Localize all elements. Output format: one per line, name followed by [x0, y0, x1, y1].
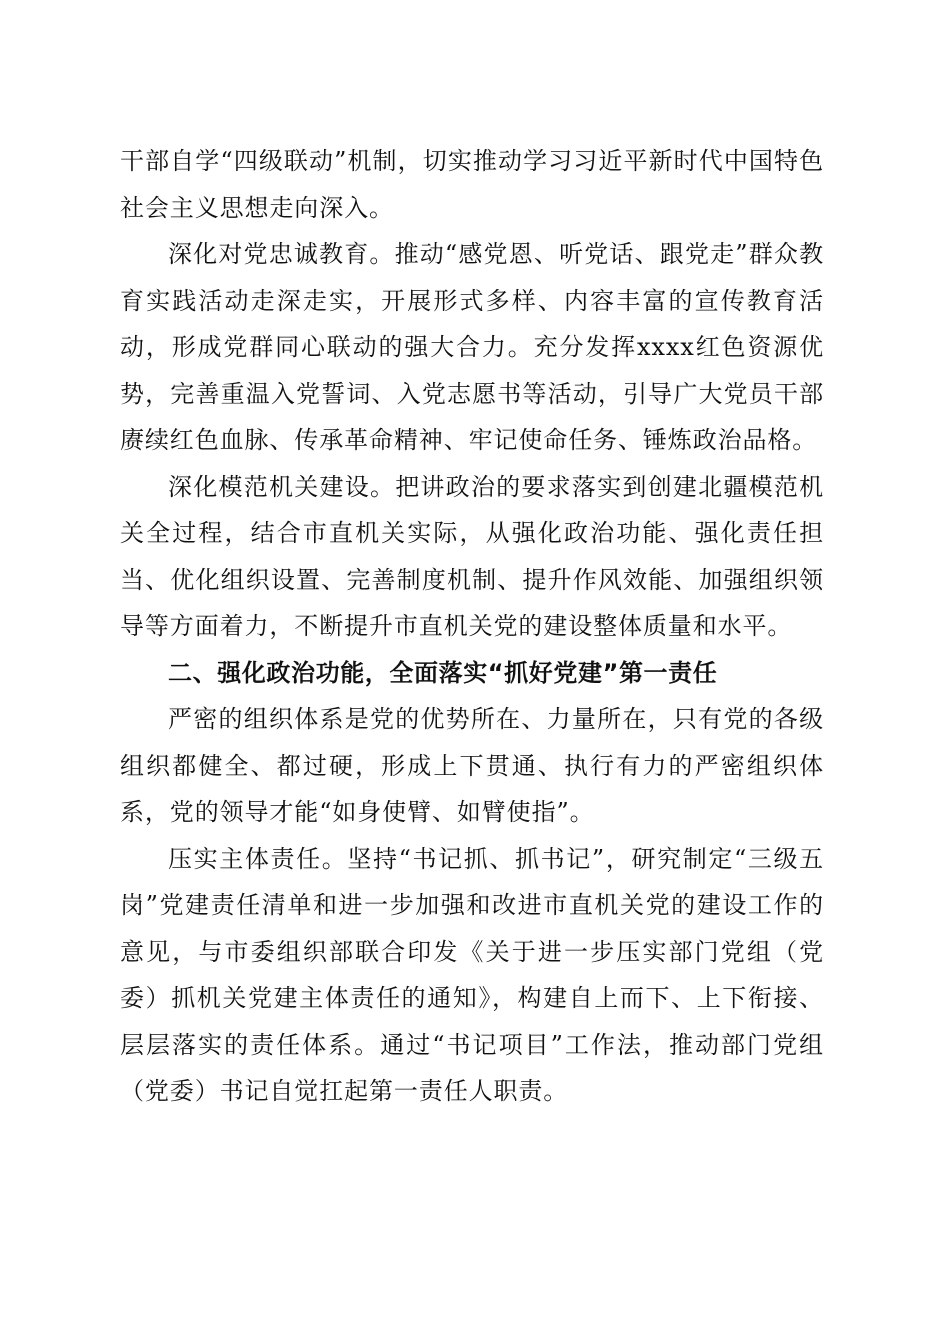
paragraph-loyalty-education: 深化对党忠诚教育。推动“感党恩、听党话、跟党走”群众教育实践活动走深走实，开展形式多样、内容丰富的宣传教育活动，形成党群同心联动的强大合力。充分发挥xxxx红色资源优势，完善重温入党誓词、入党志愿书等活动，引导广大党员干部赓续红色血脉、传承革命精神、牢记使命任务、锤炼政治品格。: [120, 240, 824, 454]
document-page: [120, 138, 824, 1115]
paragraph-main-responsibility: 压实主体责任。坚持“书记抓、抓书记”，研究制定“三级五岗”党建责任清单和进一步加强和改进市直机关党的建设工作的意见，与市委组织部联合印发《关于进一步压实部门党组（党委）抓机关党建主体责任的通知》，构建自上而下、上下衔接、层层落实的责任体系。通过“书记项目”工作法，推动部门党组（党委）书记自觉扛起第一责任人职责。: [120, 844, 824, 1105]
paragraph-model-organ-building: 深化模范机关建设。把讲政治的要求落实到创建北疆模范机关全过程，结合市直机关实际，从强化政治功能、强化责任担当、优化组织设置、完善制度机制、提升作风效能、加强组织领导等方面着力，不断提升市直机关党的建设整体质量和水平。: [120, 472, 824, 640]
paragraph-continuation: 干部自学“四级联动”机制，切实推动学习习近平新时代中国特色社会主义思想走向深入。: [120, 147, 824, 222]
section-heading: 二、强化政治功能，全面落实“抓好党建”第一责任: [168, 658, 718, 687]
paragraph-organization-system: 严密的组织体系是党的优势所在、力量所在，只有党的各级组织都健全、都过硬，形成上下贯通、执行有力的严密组织体系，党的领导才能“如身使臂、如臂使指”。: [120, 705, 824, 826]
